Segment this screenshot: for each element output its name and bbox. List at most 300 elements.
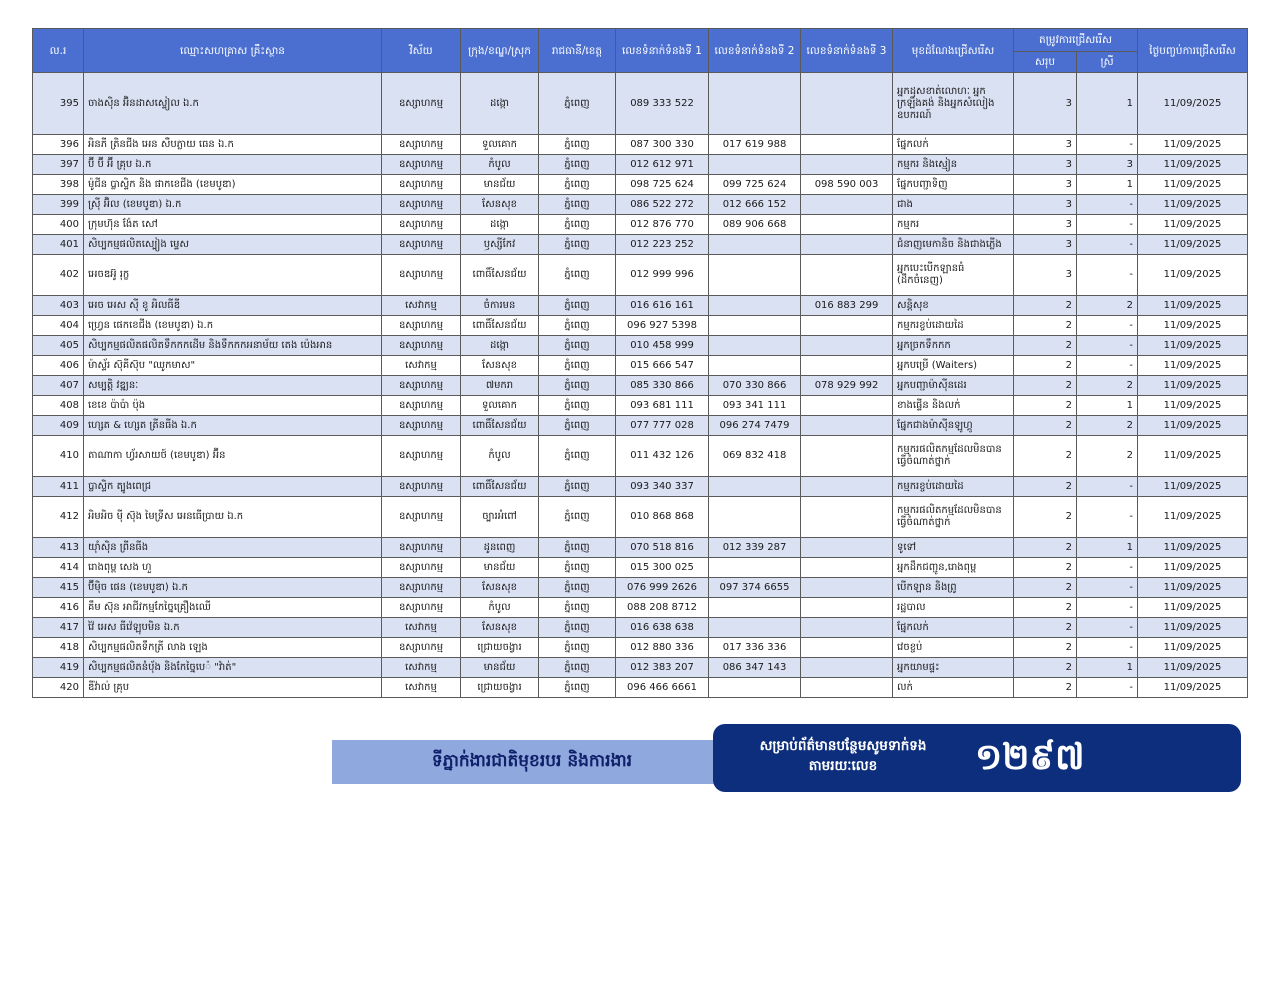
row-phone1: 087 300 330 xyxy=(616,135,709,155)
row-district: ជ្រោយចង្វារ xyxy=(461,678,539,698)
row-date: 11/09/2025 xyxy=(1138,497,1248,538)
row-date: 11/09/2025 xyxy=(1138,356,1248,376)
row-position: កម្មករខ្ចប់ដោយដៃ xyxy=(893,316,1014,336)
row-province: ភ្នំពេញ xyxy=(539,235,616,255)
row-district: ចំការមន xyxy=(461,296,539,316)
row-phone1: 016 638 638 xyxy=(616,618,709,638)
table-row xyxy=(33,396,1248,416)
row-company: ប៊ីម៉ិច ផេន (ខេមបូឌា) ឯ.ក xyxy=(84,578,382,598)
row-company: រោងពុម្ព សេង ហួ xyxy=(84,558,382,578)
row-company: ប្លាស្ទិក ត្បូងពេជ្រ xyxy=(84,477,382,497)
row-district: ជ្រោយចង្វារ xyxy=(461,638,539,658)
row-sector: សេវាកម្ម xyxy=(382,678,461,698)
row-no: 403 xyxy=(33,296,84,316)
row-position: កម្មករផលិតកម្មដែលមិនបានធ្វើចំណាត់ថ្នាក់ xyxy=(893,497,1014,538)
row-phone2: 093 341 111 xyxy=(709,396,801,416)
row-district: កំបូល xyxy=(461,436,539,477)
row-district: ដង្កោ xyxy=(461,73,539,135)
row-position: ផ្នែកលក់ xyxy=(893,618,1014,638)
header-total: សរុប xyxy=(1014,52,1077,73)
row-no: 402 xyxy=(33,255,84,296)
row-position: ខាងផ្ទើន និងលក់ xyxy=(893,396,1014,416)
row-phone3 xyxy=(801,558,893,578)
table-row xyxy=(33,195,1248,215)
row-female: - xyxy=(1077,195,1138,215)
row-female: 3 xyxy=(1077,155,1138,175)
row-total: 3 xyxy=(1014,195,1077,215)
row-phone2 xyxy=(709,477,801,497)
row-female: - xyxy=(1077,558,1138,578)
row-no: 414 xyxy=(33,558,84,578)
row-phone1: 096 927 5398 xyxy=(616,316,709,336)
row-date: 11/09/2025 xyxy=(1138,316,1248,336)
row-phone1: 070 518 816 xyxy=(616,538,709,558)
row-position: កម្មករ និងស្មៀន xyxy=(893,155,1014,175)
row-phone1: 010 868 868 xyxy=(616,497,709,538)
row-province: ភ្នំពេញ xyxy=(539,598,616,618)
row-phone1: 015 666 547 xyxy=(616,356,709,376)
row-sector: ឧស្សាហកម្ម xyxy=(382,215,461,235)
row-position: វេចខ្ចប់ xyxy=(893,638,1014,658)
row-sector: ឧស្សាហកម្ម xyxy=(382,497,461,538)
row-sector: ឧស្សាហកម្ម xyxy=(382,195,461,215)
row-no: 405 xyxy=(33,336,84,356)
row-phone2: 012 339 287 xyxy=(709,538,801,558)
row-district: ដង្កោ xyxy=(461,215,539,235)
row-total: 2 xyxy=(1014,296,1077,316)
row-no: 399 xyxy=(33,195,84,215)
header-no: ល.រ xyxy=(33,29,84,73)
row-total: 2 xyxy=(1014,497,1077,538)
row-district: សែនសុខ xyxy=(461,356,539,376)
row-phone3 xyxy=(801,578,893,598)
table-row xyxy=(33,436,1248,477)
row-district: មានជ័យ xyxy=(461,175,539,195)
row-no: 412 xyxy=(33,497,84,538)
row-province: ភ្នំពេញ xyxy=(539,376,616,396)
row-female: 2 xyxy=(1077,416,1138,436)
table-row xyxy=(33,316,1248,336)
row-date: 11/09/2025 xyxy=(1138,255,1248,296)
row-province: ភ្នំពេញ xyxy=(539,538,616,558)
row-phone2 xyxy=(709,618,801,638)
row-sector: ឧស្សាហកម្ម xyxy=(382,396,461,416)
table-row xyxy=(33,598,1248,618)
row-district: ទួលគោក xyxy=(461,135,539,155)
row-date: 11/09/2025 xyxy=(1138,235,1248,255)
table-row xyxy=(33,578,1248,598)
header-phone1: លេខទំនាក់ទំនងទី 1 xyxy=(616,29,709,73)
row-phone3 xyxy=(801,678,893,698)
row-province: ភ្នំពេញ xyxy=(539,396,616,416)
table-row xyxy=(33,538,1248,558)
row-date: 11/09/2025 xyxy=(1138,538,1248,558)
row-total: 2 xyxy=(1014,618,1077,638)
row-position: អ្នកយាមផ្ទះ xyxy=(893,658,1014,678)
row-phone2 xyxy=(709,155,801,175)
table-row xyxy=(33,678,1248,698)
row-female: - xyxy=(1077,135,1138,155)
row-total: 2 xyxy=(1014,678,1077,698)
row-province: ភ្នំពេញ xyxy=(539,316,616,336)
table-row xyxy=(33,477,1248,497)
row-district: សែនសុខ xyxy=(461,618,539,638)
row-phone1: 010 458 999 xyxy=(616,336,709,356)
row-province: ភ្នំពេញ xyxy=(539,135,616,155)
row-phone2: 069 832 418 xyxy=(709,436,801,477)
row-phone1: 088 208 8712 xyxy=(616,598,709,618)
row-phone2 xyxy=(709,235,801,255)
row-female: - xyxy=(1077,255,1138,296)
row-province: ភ្នំពេញ xyxy=(539,578,616,598)
row-sector: សេវាកម្ម xyxy=(382,658,461,678)
row-position: អ្នកដុសខាត់លោហៈ អ្នកក្រឡឹងគង់ និងអ្នកសំលៀងឧបករណ៍ xyxy=(893,73,1014,135)
header-phone3: លេខទំនាក់ទំនងទី 3 xyxy=(801,29,893,73)
row-total: 2 xyxy=(1014,436,1077,477)
header-position: មុខដំណែងជ្រើសរើស xyxy=(893,29,1014,73)
row-no: 396 xyxy=(33,135,84,155)
row-phone2 xyxy=(709,558,801,578)
header-province: រាជធានី/ខេត្ត xyxy=(539,29,616,73)
row-no: 417 xyxy=(33,618,84,638)
row-date: 11/09/2025 xyxy=(1138,135,1248,155)
row-no: 411 xyxy=(33,477,84,497)
row-company: ម៉ាស្ទ័រ ស៊ុគីស៊ុប "ឈូកមាស" xyxy=(84,356,382,376)
row-no: 404 xyxy=(33,316,84,336)
row-company: ខេខេ ប៉ាប៉ា ប៉ុង xyxy=(84,396,382,416)
row-province: ភ្នំពេញ xyxy=(539,195,616,215)
table-row xyxy=(33,255,1248,296)
row-district: កំបូល xyxy=(461,598,539,618)
row-position: អ្នកច្រកទឹកកក xyxy=(893,336,1014,356)
row-sector: ឧស្សាហកម្ម xyxy=(382,73,461,135)
row-district: ពោធិ៍សែនជ័យ xyxy=(461,316,539,336)
row-phone2: 089 906 668 xyxy=(709,215,801,235)
row-sector: ឧស្សាហកម្ម xyxy=(382,135,461,155)
table-row xyxy=(33,558,1248,578)
row-sector: ឧស្សាហកម្ម xyxy=(382,336,461,356)
job-vacancy-table xyxy=(32,28,1248,698)
row-position: ផ្នែកជាងម៉ាស៊ីនឡូហ្គូ xyxy=(893,416,1014,436)
row-company: យ៉ាំស៊ិន ព្រីនធីង xyxy=(84,538,382,558)
row-district: ពោធិ៍សែនជ័យ xyxy=(461,477,539,497)
row-female: 1 xyxy=(1077,538,1138,558)
row-total: 2 xyxy=(1014,578,1077,598)
row-phone1: 011 432 126 xyxy=(616,436,709,477)
row-district: ដូនពេញ xyxy=(461,538,539,558)
row-phone3 xyxy=(801,356,893,376)
row-province: ភ្នំពេញ xyxy=(539,296,616,316)
row-phone3 xyxy=(801,155,893,175)
row-phone2 xyxy=(709,598,801,618)
row-phone1: 076 999 2626 xyxy=(616,578,709,598)
row-position: កម្មករ xyxy=(893,215,1014,235)
row-date: 11/09/2025 xyxy=(1138,376,1248,396)
row-phone2 xyxy=(709,678,801,698)
row-district: សែនសុខ xyxy=(461,195,539,215)
row-company: អេច អេស ស៊ី ខូ អិលធីឌី xyxy=(84,296,382,316)
row-sector: ឧស្សាហកម្ម xyxy=(382,578,461,598)
row-phone1: 096 466 6661 xyxy=(616,678,709,698)
row-position: ជាង xyxy=(893,195,1014,215)
row-total: 2 xyxy=(1014,638,1077,658)
row-total: 2 xyxy=(1014,356,1077,376)
row-phone2: 097 374 6655 xyxy=(709,578,801,598)
row-phone2 xyxy=(709,296,801,316)
row-female: - xyxy=(1077,578,1138,598)
row-province: ភ្នំពេញ xyxy=(539,255,616,296)
row-district: ទួលគោក xyxy=(461,396,539,416)
row-date: 11/09/2025 xyxy=(1138,396,1248,416)
row-district: សែនសុខ xyxy=(461,578,539,598)
row-phone1: 012 876 770 xyxy=(616,215,709,235)
row-province: ភ្នំពេញ xyxy=(539,215,616,235)
row-no: 406 xyxy=(33,356,84,376)
row-sector: សេវាកម្ម xyxy=(382,356,461,376)
row-sector: ឧស្សាហកម្ម xyxy=(382,155,461,175)
hotline-banner xyxy=(713,724,1241,792)
row-company: អេចឌអ៊ូ រុក្ខ xyxy=(84,255,382,296)
row-phone3 xyxy=(801,598,893,618)
row-sector: សេវាកម្ម xyxy=(382,618,461,638)
row-province: ភ្នំពេញ xyxy=(539,436,616,477)
row-province: ភ្នំពេញ xyxy=(539,658,616,678)
row-date: 11/09/2025 xyxy=(1138,175,1248,195)
row-total: 2 xyxy=(1014,416,1077,436)
row-female: - xyxy=(1077,638,1138,658)
row-female: - xyxy=(1077,356,1138,376)
row-date: 11/09/2025 xyxy=(1138,155,1248,175)
row-sector: ឧស្សាហកម្ម xyxy=(382,416,461,436)
row-province: ភ្នំពេញ xyxy=(539,336,616,356)
row-company: ម៉ូជីន ប្លាស្ទិក និង ផាកខេជីង (ខេមបូឌា) xyxy=(84,175,382,195)
row-sector: ឧស្សាហកម្ម xyxy=(382,316,461,336)
row-sector: ឧស្សាហកម្ម xyxy=(382,255,461,296)
row-female: 1 xyxy=(1077,73,1138,135)
row-phone2 xyxy=(709,316,801,336)
table-body xyxy=(33,73,1248,698)
row-position: អ្នកបេះបើកឡានធំ (ដឹកចំនេញ) xyxy=(893,255,1014,296)
row-phone3 xyxy=(801,396,893,416)
row-province: ភ្នំពេញ xyxy=(539,558,616,578)
row-phone3 xyxy=(801,255,893,296)
row-phone3 xyxy=(801,658,893,678)
header-female: ស្រី xyxy=(1077,52,1138,73)
row-total: 3 xyxy=(1014,235,1077,255)
row-sector: ឧស្សាហកម្ម xyxy=(382,175,461,195)
row-no: 407 xyxy=(33,376,84,396)
row-phone1: 012 383 207 xyxy=(616,658,709,678)
header-phone2: លេខទំនាក់ទំនងទី 2 xyxy=(709,29,801,73)
row-company: សិប្បកម្មផលិតផលិតទឹកកកដើម និងទឹកកកអនាម័យ តេង ប៉េងអាន xyxy=(84,336,382,356)
row-phone3 xyxy=(801,215,893,235)
row-female: 1 xyxy=(1077,175,1138,195)
row-female: - xyxy=(1077,678,1138,698)
row-phone3 xyxy=(801,618,893,638)
row-phone3 xyxy=(801,497,893,538)
row-total: 3 xyxy=(1014,175,1077,195)
row-phone3 xyxy=(801,538,893,558)
row-no: 400 xyxy=(33,215,84,235)
row-phone1: 016 616 161 xyxy=(616,296,709,316)
row-phone1: 085 330 866 xyxy=(616,376,709,396)
row-date: 11/09/2025 xyxy=(1138,436,1248,477)
row-no: 419 xyxy=(33,658,84,678)
row-district: ពោធិ៍សែនជ័យ xyxy=(461,416,539,436)
row-no: 415 xyxy=(33,578,84,598)
row-total: 2 xyxy=(1014,396,1077,416)
agency-name: ទីភ្នាក់ងារជាតិមុខរបរ និងការងារ xyxy=(431,750,633,771)
row-date: 11/09/2025 xyxy=(1138,638,1248,658)
row-position: ផ្នែកលក់ xyxy=(893,135,1014,155)
row-date: 11/09/2025 xyxy=(1138,678,1248,698)
row-province: ភ្នំពេញ xyxy=(539,638,616,658)
row-no: 398 xyxy=(33,175,84,195)
row-total: 2 xyxy=(1014,376,1077,396)
row-phone1: 012 999 996 xyxy=(616,255,709,296)
row-phone3 xyxy=(801,235,893,255)
row-no: 401 xyxy=(33,235,84,255)
row-total: 2 xyxy=(1014,658,1077,678)
row-company: ស្រ៊ី អ៊ិល (ខេមបូឌា) ឯ.ក xyxy=(84,195,382,215)
table-row xyxy=(33,235,1248,255)
row-phone3 xyxy=(801,195,893,215)
row-phone2: 096 274 7479 xyxy=(709,416,801,436)
row-sector: ឧស្សាហកម្ម xyxy=(382,558,461,578)
row-phone2: 012 666 152 xyxy=(709,195,801,215)
table-row xyxy=(33,376,1248,396)
row-company: គឹម ស៊ុន អាជីវកម្មកែច្នៃគ្រឿងឈើ xyxy=(84,598,382,618)
row-total: 3 xyxy=(1014,135,1077,155)
table-row xyxy=(33,215,1248,235)
row-district: មានជ័យ xyxy=(461,658,539,678)
row-company: សិប្បកម្មផលិតទឹកត្រី លាង ឡេង xyxy=(84,638,382,658)
row-no: 395 xyxy=(33,73,84,135)
table-row xyxy=(33,296,1248,316)
row-phone3 xyxy=(801,477,893,497)
row-total: 2 xyxy=(1014,316,1077,336)
row-no: 418 xyxy=(33,638,84,658)
row-no: 397 xyxy=(33,155,84,175)
row-province: ភ្នំពេញ xyxy=(539,175,616,195)
header-date: ថ្ងៃបញ្ចប់ការជ្រើសរើស xyxy=(1138,29,1248,73)
row-position: ទូទៅ xyxy=(893,538,1014,558)
row-company: ហ្វ្រេន ផេកខេជីង (ខេមបូឌា) ឯ.ក xyxy=(84,316,382,336)
row-position: អ្នកដឹកជញ្ជូន,រោងពុម្ព xyxy=(893,558,1014,578)
row-date: 11/09/2025 xyxy=(1138,416,1248,436)
row-phone2: 099 725 624 xyxy=(709,175,801,195)
row-date: 11/09/2025 xyxy=(1138,336,1248,356)
row-position: សន្តិសុខ xyxy=(893,296,1014,316)
row-date: 11/09/2025 xyxy=(1138,618,1248,638)
row-phone3 xyxy=(801,638,893,658)
row-district: មានជ័យ xyxy=(461,558,539,578)
row-province: ភ្នំពេញ xyxy=(539,477,616,497)
row-sector: ឧស្សាហកម្ម xyxy=(382,598,461,618)
row-phone3 xyxy=(801,336,893,356)
row-phone2 xyxy=(709,336,801,356)
row-phone3: 098 590 003 xyxy=(801,175,893,195)
row-position: ផ្នែកបញ្ជាទិញ xyxy=(893,175,1014,195)
row-district: ដង្កោ xyxy=(461,336,539,356)
row-total: 2 xyxy=(1014,336,1077,356)
row-company: សិប្បកម្មផលិតស្បៀង ម្ទេស xyxy=(84,235,382,255)
row-district: ច្បារអំពៅ xyxy=(461,497,539,538)
row-district: ៧មករា xyxy=(461,376,539,396)
row-position: កម្មករខ្ចប់ដោយដៃ xyxy=(893,477,1014,497)
row-company: ចាងស៊ិន អ៊ិនដាសស្ទៀល ឯ.ក xyxy=(84,73,382,135)
row-female: 1 xyxy=(1077,396,1138,416)
row-phone3 xyxy=(801,436,893,477)
row-no: 420 xyxy=(33,678,84,698)
row-phone2 xyxy=(709,356,801,376)
row-phone2: 017 619 988 xyxy=(709,135,801,155)
row-province: ភ្នំពេញ xyxy=(539,155,616,175)
row-phone1: 093 681 111 xyxy=(616,396,709,416)
table-row xyxy=(33,135,1248,155)
row-total: 2 xyxy=(1014,538,1077,558)
row-phone2 xyxy=(709,497,801,538)
table-row xyxy=(33,497,1248,538)
row-phone2: 086 347 143 xyxy=(709,658,801,678)
row-province: ភ្នំពេញ xyxy=(539,416,616,436)
row-phone3: 078 929 992 xyxy=(801,376,893,396)
row-phone1: 089 333 522 xyxy=(616,73,709,135)
row-female: - xyxy=(1077,215,1138,235)
row-sector: ឧស្សាហកម្ម xyxy=(382,436,461,477)
row-total: 2 xyxy=(1014,598,1077,618)
row-position: លក់ xyxy=(893,678,1014,698)
row-total: 3 xyxy=(1014,215,1077,235)
row-phone3: 016 883 299 xyxy=(801,296,893,316)
row-date: 11/09/2025 xyxy=(1138,477,1248,497)
header-district: ក្រុង/ខណ្ឌ/ស្រុក xyxy=(461,29,539,73)
table-row xyxy=(33,175,1248,195)
table-row xyxy=(33,638,1248,658)
row-female: 2 xyxy=(1077,376,1138,396)
header-company: ឈ្មោះសហគ្រាស គ្រឹះស្ថាន xyxy=(84,29,382,73)
row-total: 2 xyxy=(1014,477,1077,497)
row-female: - xyxy=(1077,235,1138,255)
row-province: ភ្នំពេញ xyxy=(539,497,616,538)
hotline-number[interactable]: ១២៩៧ xyxy=(975,737,1085,778)
header-sector: វិស័យ xyxy=(382,29,461,73)
row-company: អិមអិច ម៉ី ស៊ុង មៃទ្រីស អេនធើប្រាយ ឯ.ក xyxy=(84,497,382,538)
row-position: រដ្ឋបាល xyxy=(893,598,1014,618)
row-district: ពោធិ៍សែនជ័យ xyxy=(461,255,539,296)
row-no: 413 xyxy=(33,538,84,558)
row-total: 2 xyxy=(1014,558,1077,578)
row-position: បើកឡាន និងព្រូ xyxy=(893,578,1014,598)
row-sector: ឧស្សាហកម្ម xyxy=(382,538,461,558)
row-phone1: 093 340 337 xyxy=(616,477,709,497)
row-province: ភ្នំពេញ xyxy=(539,73,616,135)
row-company: វ៉ៃ អេស ធីវ៉េឡុបមិន ឯ.ក xyxy=(84,618,382,638)
row-female: - xyxy=(1077,618,1138,638)
row-date: 11/09/2025 xyxy=(1138,296,1248,316)
agency-banner xyxy=(332,740,732,784)
row-total: 3 xyxy=(1014,155,1077,175)
row-position: កម្មករផលិតកម្មដែលមិនបានធ្វើចំណាត់ថ្នាក់ xyxy=(893,436,1014,477)
row-position: អ្នកបញ្ជាម៉ាស៊ីនដេរ xyxy=(893,376,1014,396)
row-female: - xyxy=(1077,497,1138,538)
row-phone2: 070 330 866 xyxy=(709,376,801,396)
table-row xyxy=(33,155,1248,175)
row-company: អិនភី ត្រិនជីង អេន សឺបភ្លាយ ធេន ឯ.ក xyxy=(84,135,382,155)
row-company: ឌីវ៉ាល់ គ្រុប xyxy=(84,678,382,698)
row-district: ឫស្សីកែវ xyxy=(461,235,539,255)
table-row xyxy=(33,356,1248,376)
